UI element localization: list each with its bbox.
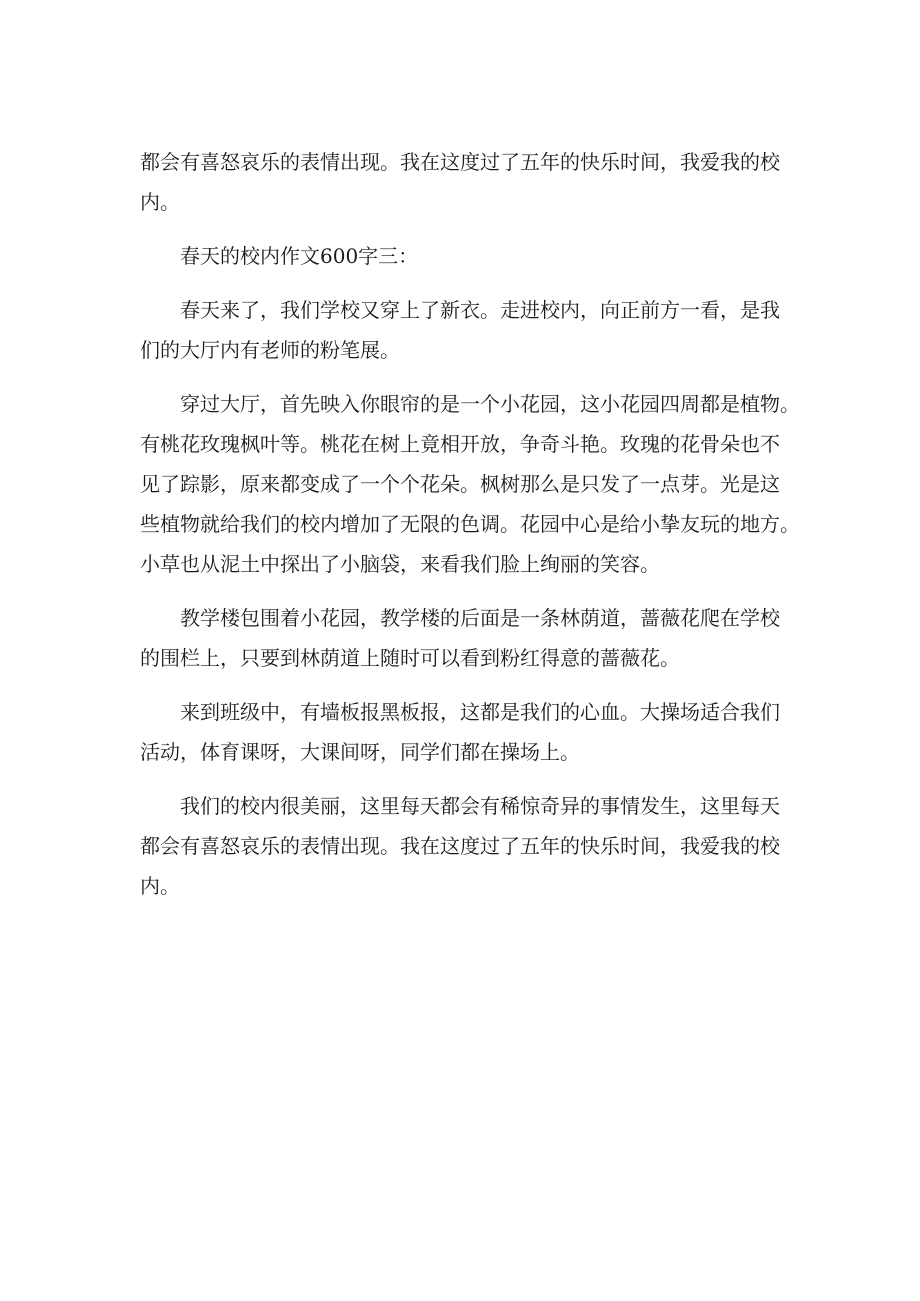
paragraph-heading xyxy=(140,236,800,276)
text-line: 的围栏上，只要到林荫道上随时可以看到粉红得意的蔷薇花。 xyxy=(140,646,680,670)
text-line: 教学楼包围着小花园，教学楼的后面是一条林荫道，蔷薇花爬在学校 xyxy=(180,606,780,630)
paragraph-3 xyxy=(140,290,800,370)
text-line: 们的大厅内有老师的粉笔展。 xyxy=(140,338,400,362)
text-line: 都会有喜怒哀乐的表情出现。我在这度过了五年的快乐时间，我爱我的校 xyxy=(140,150,780,174)
text-line: 有桃花玫瑰枫叶等。桃花在树上竟相开放，争奇斗艳。玫瑰的花骨朵也不 xyxy=(140,432,780,456)
text-line: 些植物就给我们的校内增加了无限的色调。花园中心是给小挚友玩的地方。 xyxy=(140,512,800,536)
text-line: 见了踪影，原来都变成了一个个花朵。枫树那么是只发了一点芽。光是这 xyxy=(140,472,780,496)
essay-body xyxy=(140,142,800,906)
text-line: 内。 xyxy=(140,190,180,214)
section-heading: 春天的校内作文600字三： xyxy=(180,244,419,268)
text-line: 小草也从泥土中探出了小脑袋，来看我们脸上绚丽的笑容。 xyxy=(140,552,660,576)
text-line: 来到班级中，有墙板报黑板报，这都是我们的心血。大操场适合我们 xyxy=(180,700,780,724)
text-line: 都会有喜怒哀乐的表情出现。我在这度过了五年的快乐时间，我爱我的校 xyxy=(140,834,780,858)
paragraph-7 xyxy=(140,786,800,906)
text-line: 活动，体育课呀，大课间呀，同学们都在操场上。 xyxy=(140,740,580,764)
paragraph-5 xyxy=(140,598,800,678)
text-line: 春天来了，我们学校又穿上了新衣。走进校内，向正前方一看，是我 xyxy=(180,298,780,322)
paragraph-1 xyxy=(140,142,800,222)
text-line: 我们的校内很美丽，这里每天都会有稀惊奇异的事情发生，这里每天 xyxy=(180,794,780,818)
paragraph-4 xyxy=(140,384,800,584)
paragraph-6 xyxy=(140,692,800,772)
text-line: 穿过大厅，首先映入你眼帘的是一个小花园，这小花园四周都是植物。 xyxy=(180,392,800,416)
text-line: 内。 xyxy=(140,874,180,898)
